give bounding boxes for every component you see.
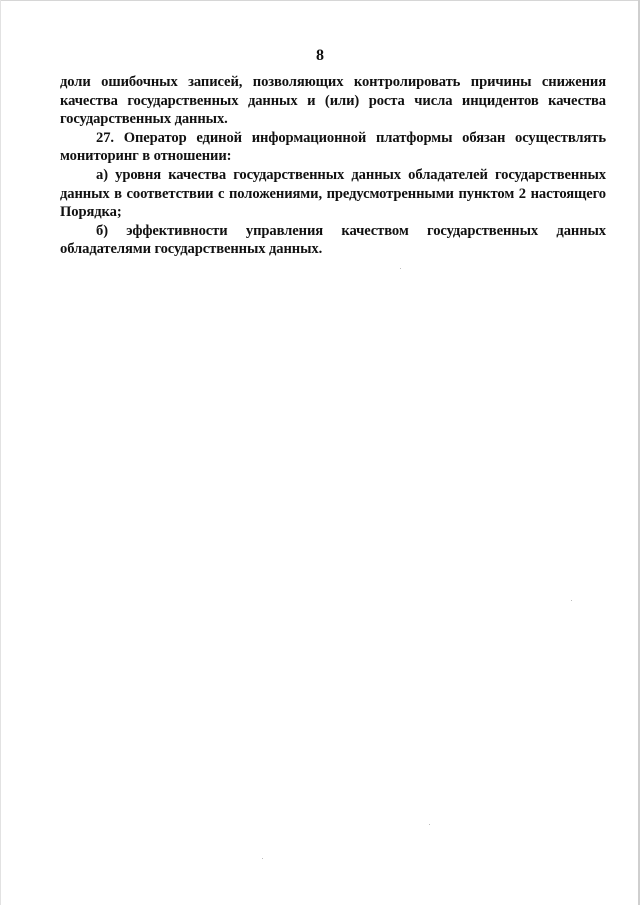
scan-speck bbox=[571, 600, 572, 601]
page-top-edge bbox=[0, 0, 640, 1]
paragraph-continuation: доли ошибочных записей, позволяющих контролировать причины снижения качества государственных данных и (или) роста числа инцидентов качества государственных данных. bbox=[60, 74, 606, 128]
paragraph-item-27: 27. Оператор единой информационной платформы обязан осуществлять мониторинг в отношении: bbox=[60, 129, 606, 165]
paragraph-subitem-a: а) уровня качества государственных данных обладателей государственных данных в соответствии с положениями, предусмотренными пунктом 2 настоящего Порядка; bbox=[60, 166, 606, 221]
page-left-edge bbox=[0, 0, 1, 905]
page-number: 8 bbox=[316, 47, 324, 64]
scan-speck bbox=[400, 268, 401, 269]
scan-speck bbox=[429, 824, 430, 825]
scan-speck bbox=[262, 858, 263, 859]
document-body bbox=[60, 73, 606, 259]
paragraph-subitem-b: б) эффективности управления качеством государственных данных обладателями государственных данных. bbox=[60, 222, 606, 258]
